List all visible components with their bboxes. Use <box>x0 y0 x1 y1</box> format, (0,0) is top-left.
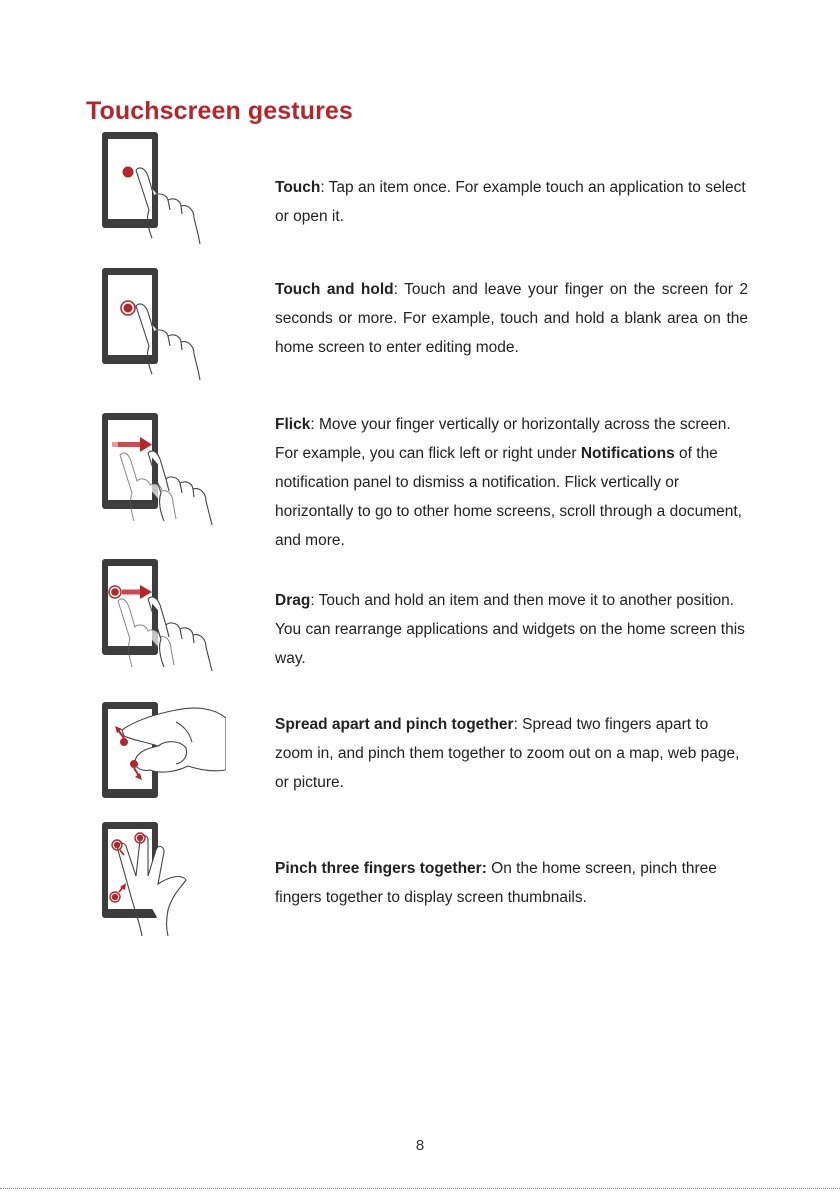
drag-description <box>275 586 748 673</box>
gesture-name: Touch <box>275 179 321 196</box>
gesture-name: Drag <box>275 592 311 609</box>
gesture-text: of the notification panel to dismiss a notification. Flick vertically or horizontally to go to other home screens, scroll through a document, and more. <box>275 445 742 549</box>
gesture-text: : Touch and hold an item and then move it to another position. You can rearrange applications and widgets on the home screen this way. <box>275 592 745 667</box>
flick-gesture-icon <box>96 411 226 527</box>
spread-pinch-description <box>275 710 748 797</box>
gesture-name: Touch and hold <box>275 281 394 298</box>
touch-and-hold-description <box>275 275 748 362</box>
drag-gesture-icon <box>96 557 226 673</box>
footer-divider <box>0 1188 840 1189</box>
page-number: 8 <box>415 1137 425 1154</box>
gesture-text: : Spread two fingers apart to zoom in, and pinch them together to zoom out on a map, web page, or picture. <box>275 716 740 791</box>
gesture-text: : Move your finger vertically or horizontally across the screen. For example, you can flick left or right under <box>275 416 731 462</box>
gesture-name: Flick <box>275 416 311 433</box>
notifications-emphasis: Notifications <box>580 445 675 462</box>
touch-and-hold-gesture-icon <box>96 266 226 382</box>
gesture-text: On the home screen, pinch three fingers together to display screen thumbnails. <box>275 860 717 906</box>
touch-description <box>275 173 748 231</box>
gesture-name: Spread apart and pinch together <box>275 716 514 733</box>
touch-gesture-icon <box>96 130 226 246</box>
page-title: Touchscreen gestures <box>86 97 353 125</box>
gesture-name: Pinch three fingers together: <box>275 860 487 877</box>
pinch-three-fingers-gesture-icon <box>96 820 226 936</box>
spread-pinch-gesture-icon <box>96 700 226 816</box>
gesture-text: : Tap an item once. For example touch an application to select or open it. <box>275 179 746 225</box>
gesture-text: : Touch and leave your finger on the screen for 2 seconds or more. For example, touch and hold a blank area on the home screen to enter editing mode. <box>275 281 748 356</box>
flick-description <box>275 410 748 555</box>
pinch-three-fingers-description <box>275 854 748 912</box>
